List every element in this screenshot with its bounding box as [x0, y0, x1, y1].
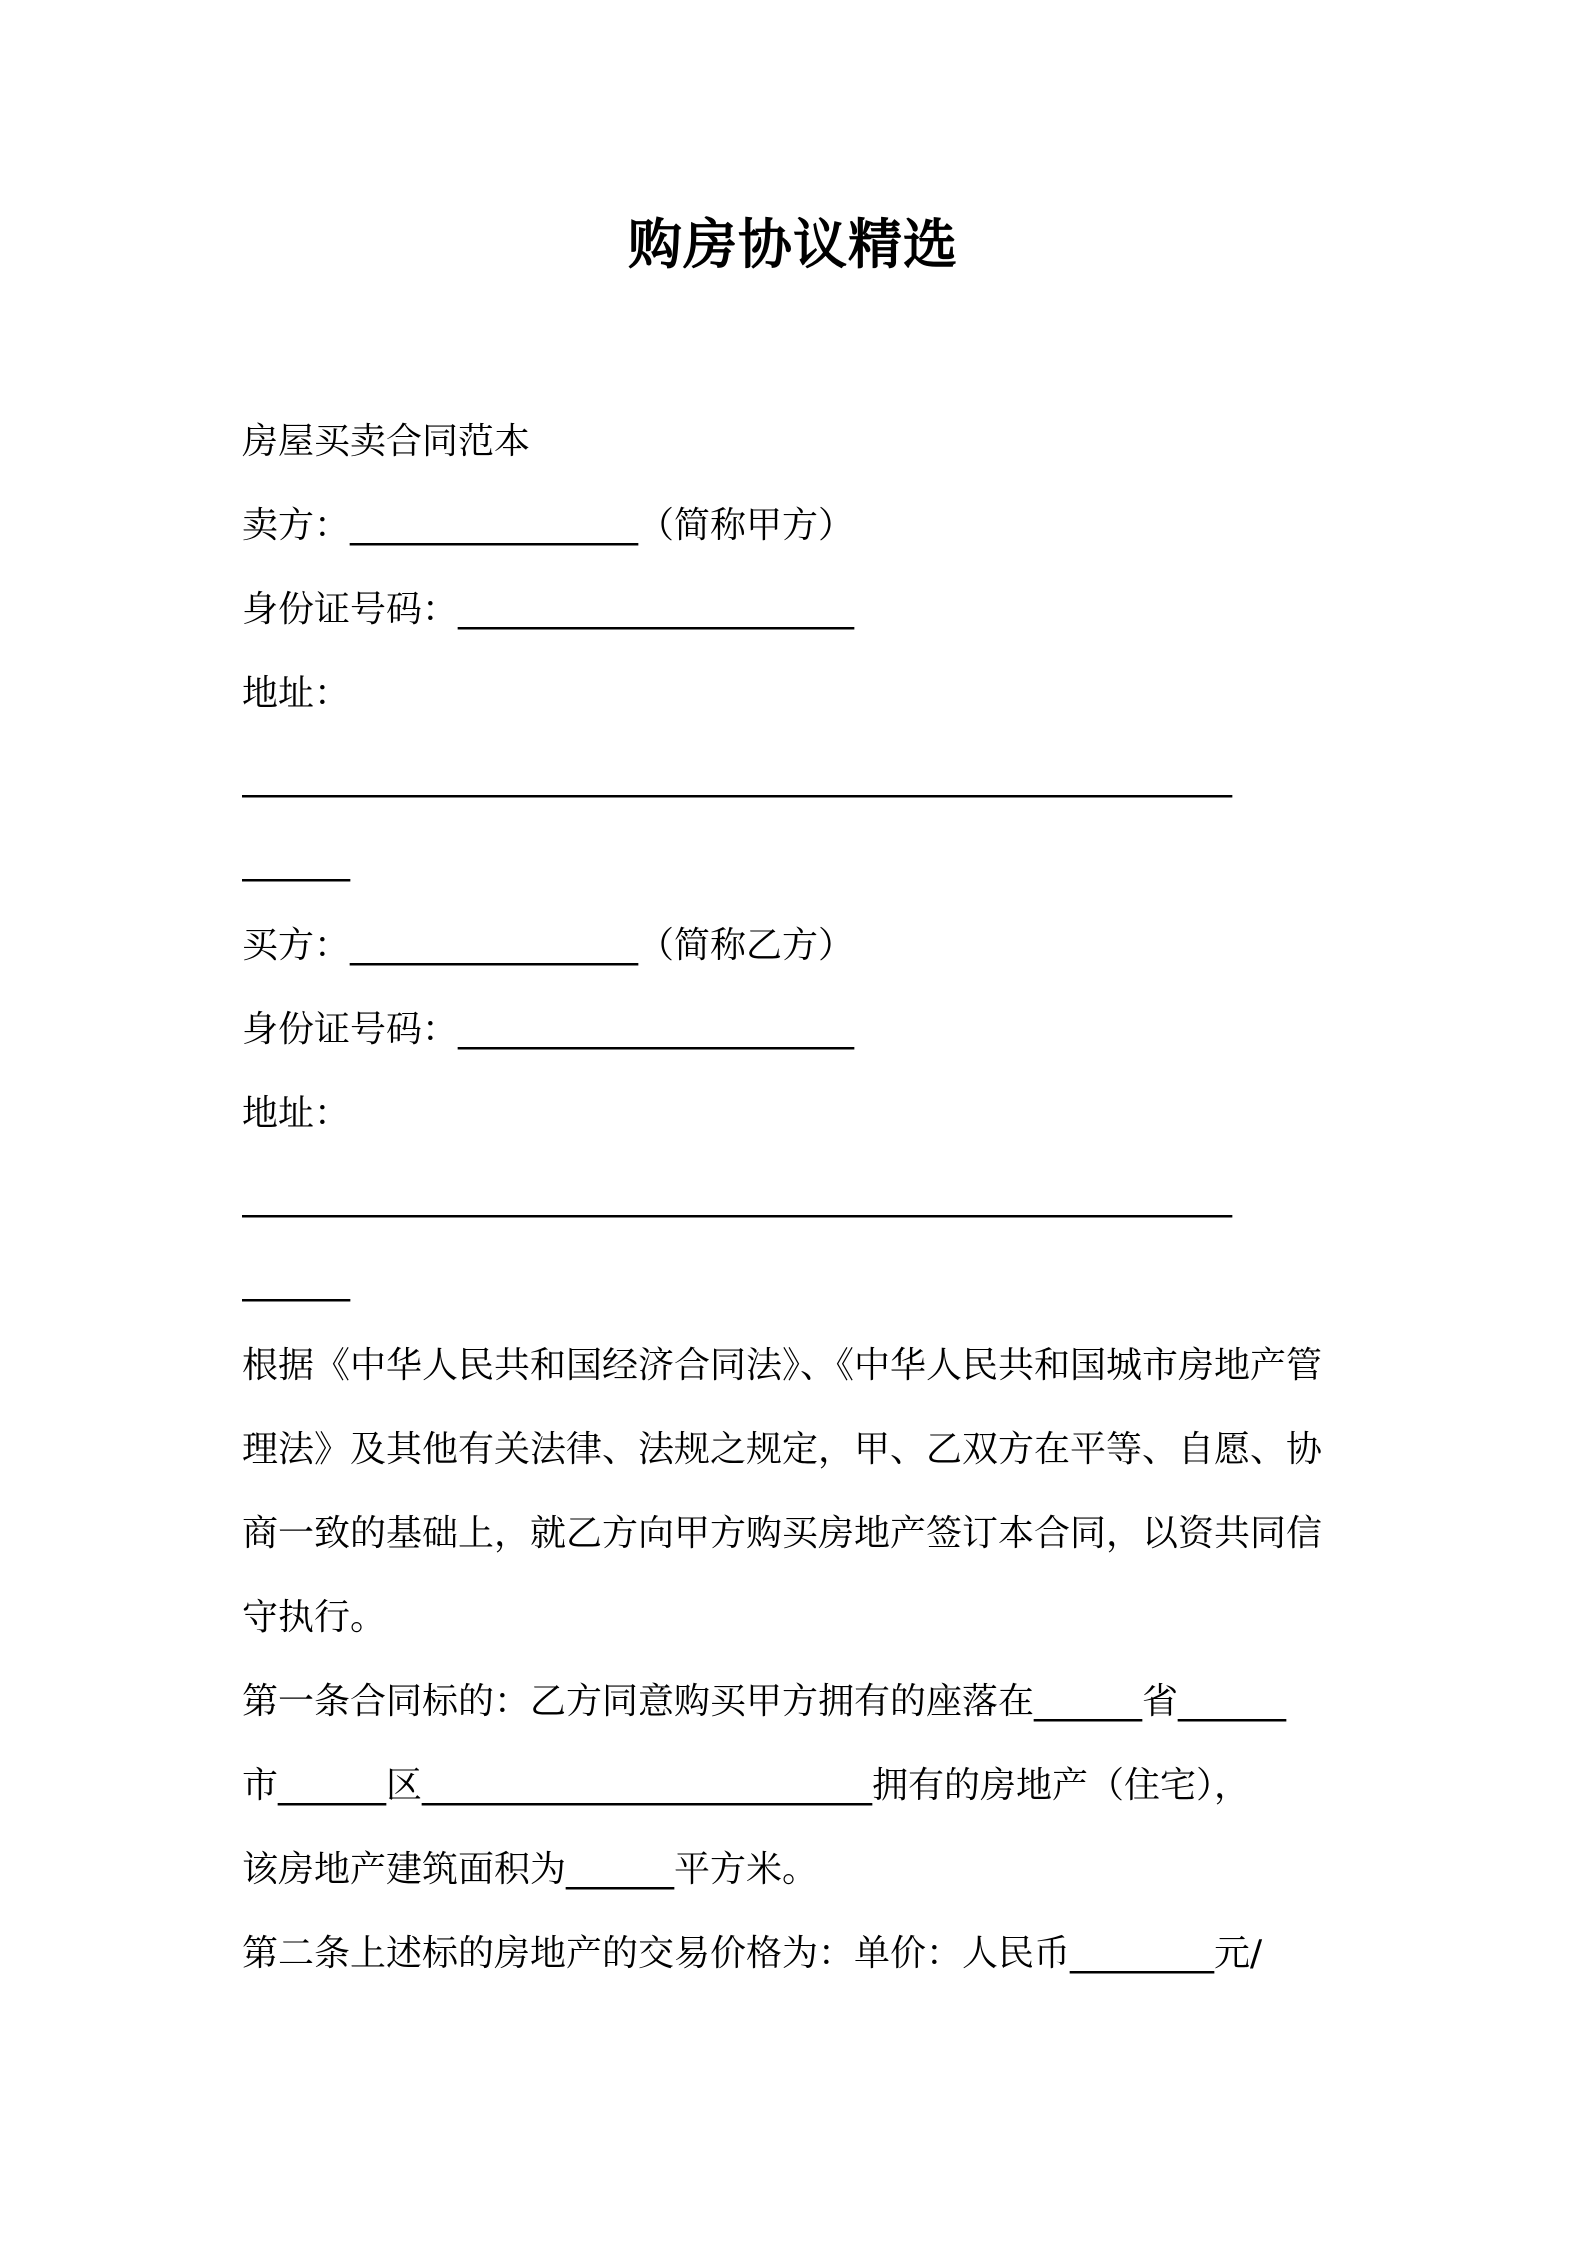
buyer-id-line: 身份证号码：______________________ — [242, 1009, 855, 1050]
seller-address-blank-end: ______ — [242, 841, 350, 882]
seller-id-line: 身份证号码：______________________ — [242, 589, 855, 630]
buyer-address-blank: _______________________________________________________ — [242, 1177, 1232, 1218]
buyer-address-label: 地址： — [242, 1093, 351, 1134]
preamble-line-2: 理法》及其他有关法律、法规之规定，甲、乙双方在平等、自愿、协 — [242, 1429, 1323, 1470]
article-1-line-2: 市______区_________________________拥有的房地产（住宅）， — [242, 1765, 1251, 1806]
seller-line: 卖方：________________（简称甲方） — [242, 505, 855, 546]
document-body — [242, 400, 1362, 1996]
document-title: 购房协议精选 — [628, 213, 958, 276]
article-1-line-3: 该房地产建筑面积为______平方米。 — [242, 1849, 819, 1890]
seller-address-blank: _______________________________________________________ — [242, 757, 1232, 798]
buyer-address-blank-end: ______ — [242, 1261, 350, 1302]
preamble-line-1: 根据《中华人民共和国经济合同法》、《中华人民共和国城市房地产管 — [242, 1345, 1323, 1386]
preamble-line-3: 商一致的基础上，就乙方向甲方购买房地产签订本合同，以资共同信 — [242, 1513, 1323, 1554]
buyer-line: 买方：________________（简称乙方） — [242, 925, 855, 966]
subtitle-line: 房屋买卖合同范本 — [242, 421, 531, 462]
article-1-line-1: 第一条合同标的：乙方同意购买甲方拥有的座落在______省______ — [242, 1681, 1287, 1722]
article-2-line-1: 第二条上述标的房地产的交易价格为：单价：人民币________元/ — [242, 1933, 1263, 1974]
seller-address-label: 地址： — [242, 673, 351, 714]
preamble-line-4: 守执行。 — [242, 1597, 387, 1638]
